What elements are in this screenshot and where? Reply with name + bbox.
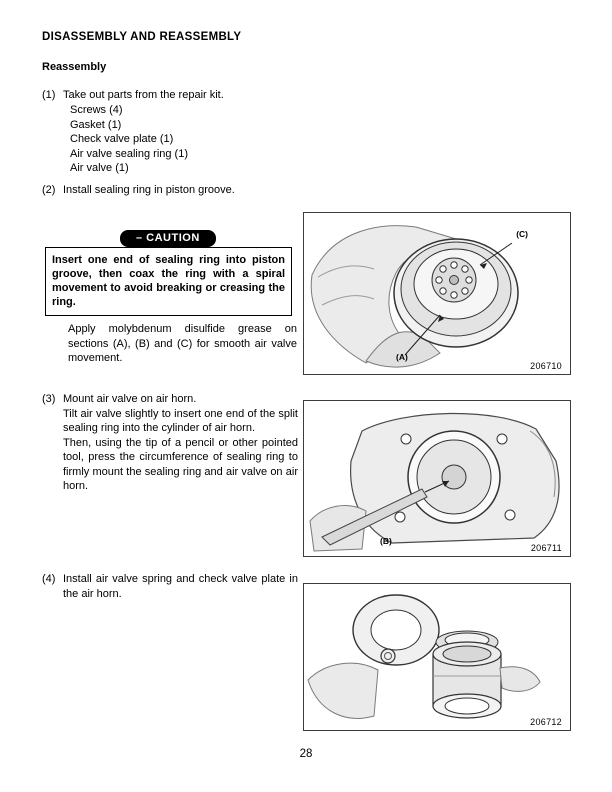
figure-label-c: (C) (516, 229, 528, 239)
step-1 (42, 88, 298, 176)
step-4-head (42, 572, 298, 601)
step-3-paragraph-1: Tilt air valve slightly to insert one end of the split sealing ring into the cylinder of air horn. (63, 407, 298, 434)
section-subtitle: Reassembly (42, 61, 107, 73)
step-2-number: (2) (42, 184, 56, 196)
air-horn-with-tool-illustration (304, 401, 570, 556)
figure-air-valve-grease-points (303, 212, 571, 375)
figure-number: 206711 (530, 543, 562, 553)
step-2-text: Install sealing ring in piston groove. (63, 184, 235, 196)
caution-text: Insert one end of sealing ring into piston groove, then coax the ring with a spiral movement to avoid breaking or creasing the ring. (52, 254, 285, 308)
caution-badge: – CAUTION (120, 230, 216, 247)
step-3-number: (3) (42, 393, 56, 405)
step-2-head (42, 183, 298, 198)
spring-and-plate-install-illustration (304, 584, 570, 730)
step-3-head (42, 392, 298, 407)
step-3-paragraph-2: Then, using the tip of a pencil or other pointed tool, press the circumference of sealing ring to firmly mount the sealing ring and air valve on air horn. (63, 436, 298, 492)
page-title: DISASSEMBLY AND REASSEMBLY (42, 31, 242, 43)
list-item: Air valve sealing ring (1) (70, 147, 188, 160)
list-item: Air valve (1) (70, 162, 129, 174)
step-4 (42, 572, 298, 601)
grease-note: Apply molybdenum disulfide grease on sections (A), (B) and (C) for smooth air valve movement. (68, 323, 297, 364)
step-3 (42, 392, 298, 494)
list-item: Screws (4) (70, 104, 123, 116)
figure-number: 206712 (530, 717, 562, 727)
figure-number: 206710 (530, 361, 562, 371)
step-1-number: (1) (42, 89, 56, 101)
list-item: Check valve plate (1) (70, 133, 174, 145)
repair-kit-parts-list (42, 103, 298, 176)
page-number: 28 (299, 748, 313, 760)
step-4-text: Install air valve spring and check valve plate in the air horn. (63, 573, 298, 600)
list-item: Gasket (1) (70, 118, 122, 131)
figure-air-horn-tool (303, 400, 571, 557)
step-1-text: Take out parts from the repair kit. (63, 89, 224, 101)
step-2 (42, 183, 298, 198)
figure-label-a: (A) (396, 352, 408, 362)
step-4-number: (4) (42, 573, 56, 585)
air-valve-top-view-illustration (304, 213, 570, 374)
step-1-head (42, 88, 298, 103)
caution-box (45, 247, 292, 316)
step-3-text: Mount air valve on air horn. (63, 393, 197, 405)
figure-spring-check-valve (303, 583, 571, 731)
figure-label-b: (B) (380, 536, 392, 546)
